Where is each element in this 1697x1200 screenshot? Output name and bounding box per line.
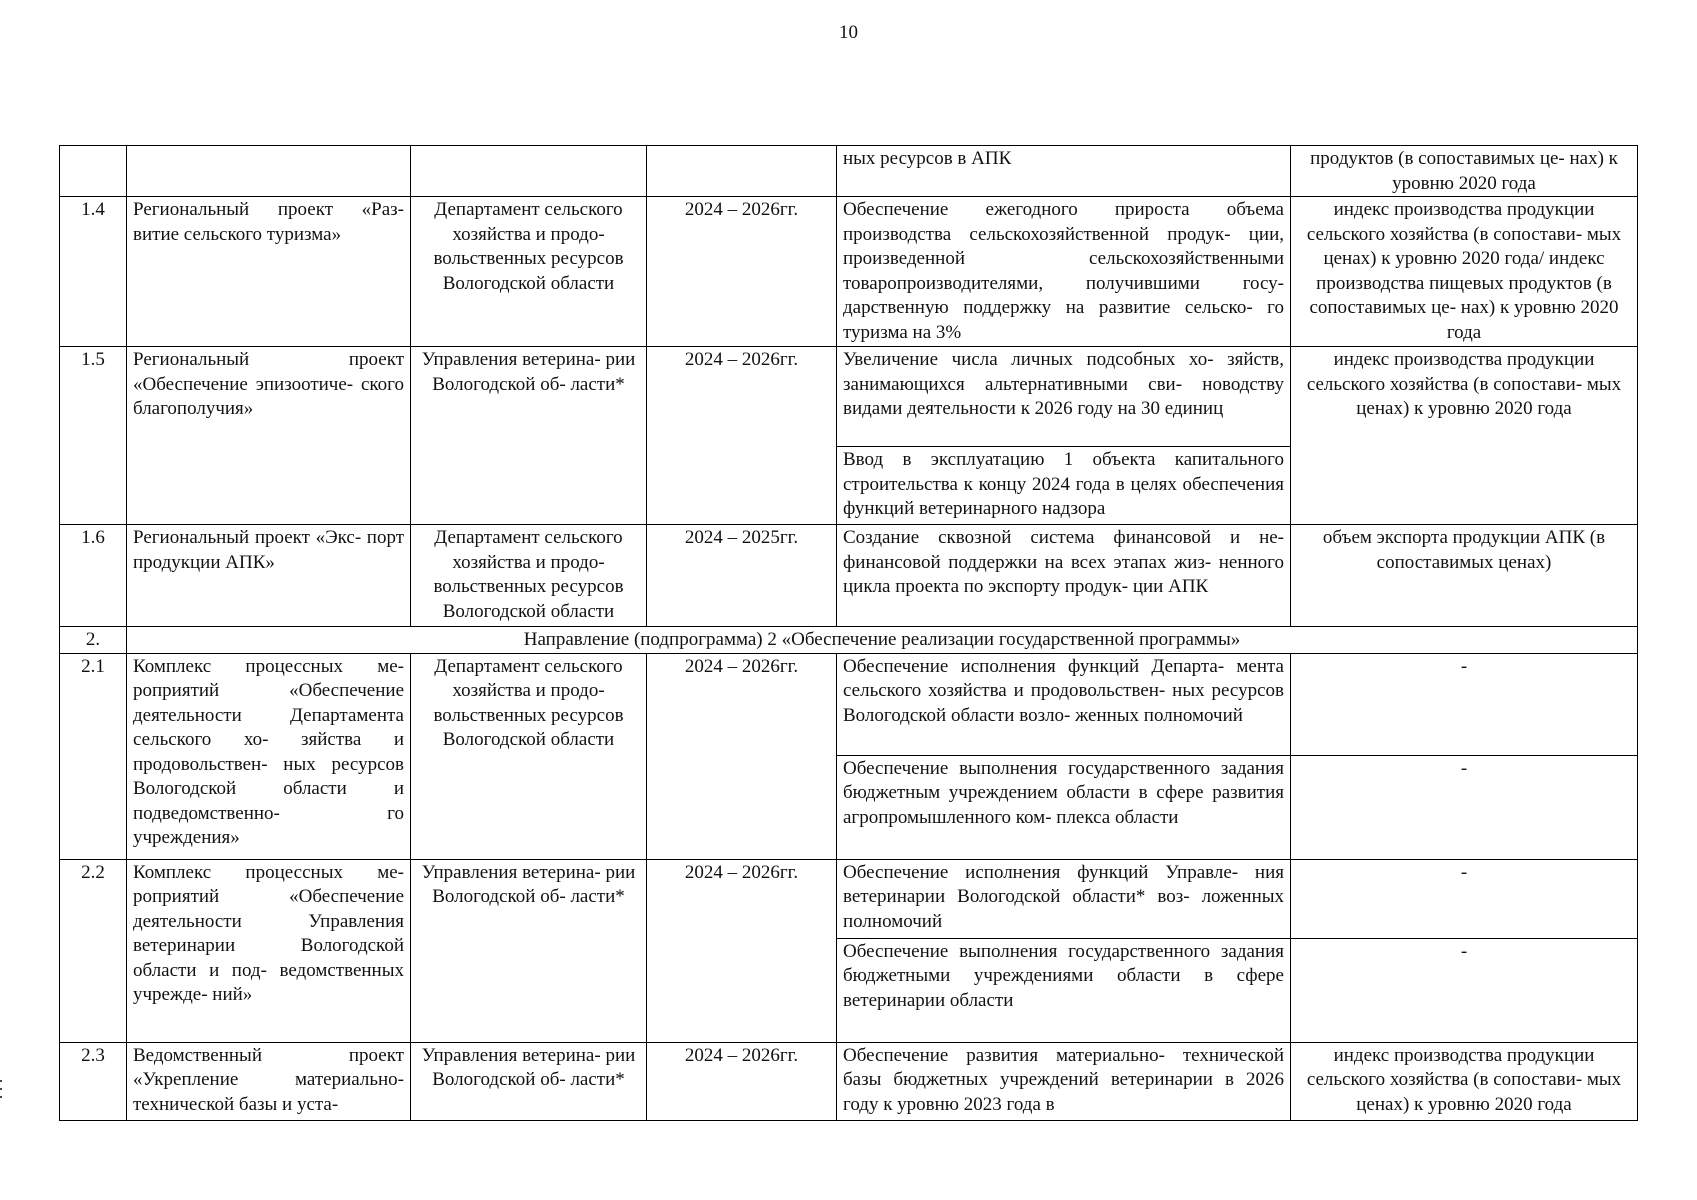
scan-edge-marks [0, 1080, 3, 1104]
section-row [60, 627, 1638, 654]
department-cell: Департамент сельского хозяйства и продо- вольственных ресурсов Вологодской области [411, 653, 647, 859]
period-cell: 2024 – 2026гг. [647, 197, 837, 347]
department-cell: Управления ветерина- рии Вологодской об- ласти* [411, 859, 647, 1042]
period-cell: 2024 – 2026гг. [647, 1042, 837, 1120]
indicator-cell: - [1291, 755, 1638, 859]
project-cell: Региональный проект «Обеспечение эпизоотиче- ского благополучия» [127, 347, 411, 525]
scan-mark [0, 1088, 2, 1090]
project-cell [127, 146, 411, 197]
period-cell: 2024 – 2026гг. [647, 859, 837, 1042]
project-cell: Ведомственный проект «Укрепление материально- технической базы и уста- [127, 1042, 411, 1120]
indicator-cell: продуктов (в сопоставимых це- нах) к уровню 2020 года [1291, 146, 1638, 197]
period-cell: 2024 – 2026гг. [647, 347, 837, 525]
row-number-cell: 2.3 [60, 1042, 127, 1120]
section-heading: Направление (подпрограмма) 2 «Обеспечение реализации государственной программы» [127, 627, 1638, 654]
table-row [60, 653, 1638, 755]
result-cell: Обеспечение выполнения государственного задания бюджетным учреждением области в сфере развития агропромышленного ком- плекса области [837, 755, 1291, 859]
table-row [60, 1042, 1638, 1120]
project-cell: Региональный проект «Экс- порт продукции АПК» [127, 525, 411, 627]
table-row [60, 525, 1638, 627]
indicator-cell: объем экспорта продукции АПК (в сопоставимых ценах) [1291, 525, 1638, 627]
department-cell: Управления ветерина- рии Вологодской об- ласти* [411, 347, 647, 525]
department-cell [411, 146, 647, 197]
result-cell: Создание сквозной система финансовой и не- финансовой поддержки на всех этапах жиз- ненного цикла проекта по экспорту продук- ции АПК [837, 525, 1291, 627]
result-cell: Обеспечение исполнения функций Департа- мента сельского хозяйства и продовольствен- ных ресурсов Вологодской области возло- женных полномочий [837, 653, 1291, 755]
period-cell: 2024 – 2026гг. [647, 653, 837, 859]
result-cell: Ввод в эксплуатацию 1 объекта капитального строительства к концу 2024 года в целях обеспечения функций ветеринарного надзора [837, 447, 1291, 525]
row-number-cell: 1.5 [60, 347, 127, 525]
indicator-cell: - [1291, 859, 1638, 938]
indicator-cell: индекс производства продукции сельского хозяйства (в сопостави- мых ценах) к уровню 2020 года [1291, 347, 1638, 525]
result-cell: ных ресурсов в АПК [837, 146, 1291, 197]
page-number: 10 [839, 22, 858, 43]
indicator-cell: - [1291, 938, 1638, 1042]
department-cell: Департамент сельского хозяйства и продо- вольственных ресурсов Вологодской области [411, 525, 647, 627]
table-row [60, 859, 1638, 938]
result-cell: Увеличение числа личных подсобных хо- зяйств, занимающихся альтернативными сви- новодству видами деятельности к 2026 году на 30 единиц [837, 347, 1291, 447]
department-cell: Управления ветерина- рии Вологодской об- ласти* [411, 1042, 647, 1120]
department-cell: Департамент сельского хозяйства и продо- вольственных ресурсов Вологодской области [411, 197, 647, 347]
indicator-cell: индекс производства продукции сельского хозяйства (в сопостави- мых ценах) к уровню 2020 года/ индекс производства пищевых продуктов (в сопоставимых це- нах) к уровню 2020 года [1291, 197, 1638, 347]
row-number-cell: 2.2 [60, 859, 127, 1042]
period-cell: 2024 – 2025гг. [647, 525, 837, 627]
scan-mark [0, 1080, 2, 1082]
project-cell: Комплекс процессных ме- роприятий «Обеспечение деятельности Управления ветеринарии Вологодской области и под- ведомственных учрежде- ний» [127, 859, 411, 1042]
scan-mark [0, 1096, 2, 1098]
row-number-cell: 2. [60, 627, 127, 654]
row-number-cell [60, 146, 127, 197]
period-cell [647, 146, 837, 197]
table-row [60, 197, 1638, 347]
table-row [60, 347, 1638, 447]
result-cell: Обеспечение выполнения государственного задания бюджетными учреждениями области в сфере ветеринарии области [837, 938, 1291, 1042]
project-cell: Комплекс процессных ме- роприятий «Обеспечение деятельности Департамента сельского хо- зяйства и продовольствен- ных ресурсов Вологодской области и подведомственно- го учреждения» [127, 653, 411, 859]
row-number-cell: 1.4 [60, 197, 127, 347]
row-number-cell: 2.1 [60, 653, 127, 859]
project-cell: Региональный проект «Раз- витие сельского туризма» [127, 197, 411, 347]
result-cell: Обеспечение исполнения функций Управле- ния ветеринарии Вологодской области* воз- ложенных полномочий [837, 859, 1291, 938]
result-cell: Обеспечение развития материально- технической базы бюджетных учреждений ветеринарии в 2026 году к уровню 2023 года в [837, 1042, 1291, 1120]
result-cell: Обеспечение ежегодного прироста объема производства сельскохозяйственной продук- ции, произведенной сельскохозяйственными товаропроизводителями, получившими госу- дарственную поддержку на развитие сельско- го туризма на 3% [837, 197, 1291, 347]
program-table [59, 145, 1638, 1121]
row-number-cell: 1.6 [60, 525, 127, 627]
indicator-cell: - [1291, 653, 1638, 755]
indicator-cell: индекс производства продукции сельского хозяйства (в сопостави- мых ценах) к уровню 2020 года [1291, 1042, 1638, 1120]
table-row [60, 146, 1638, 197]
